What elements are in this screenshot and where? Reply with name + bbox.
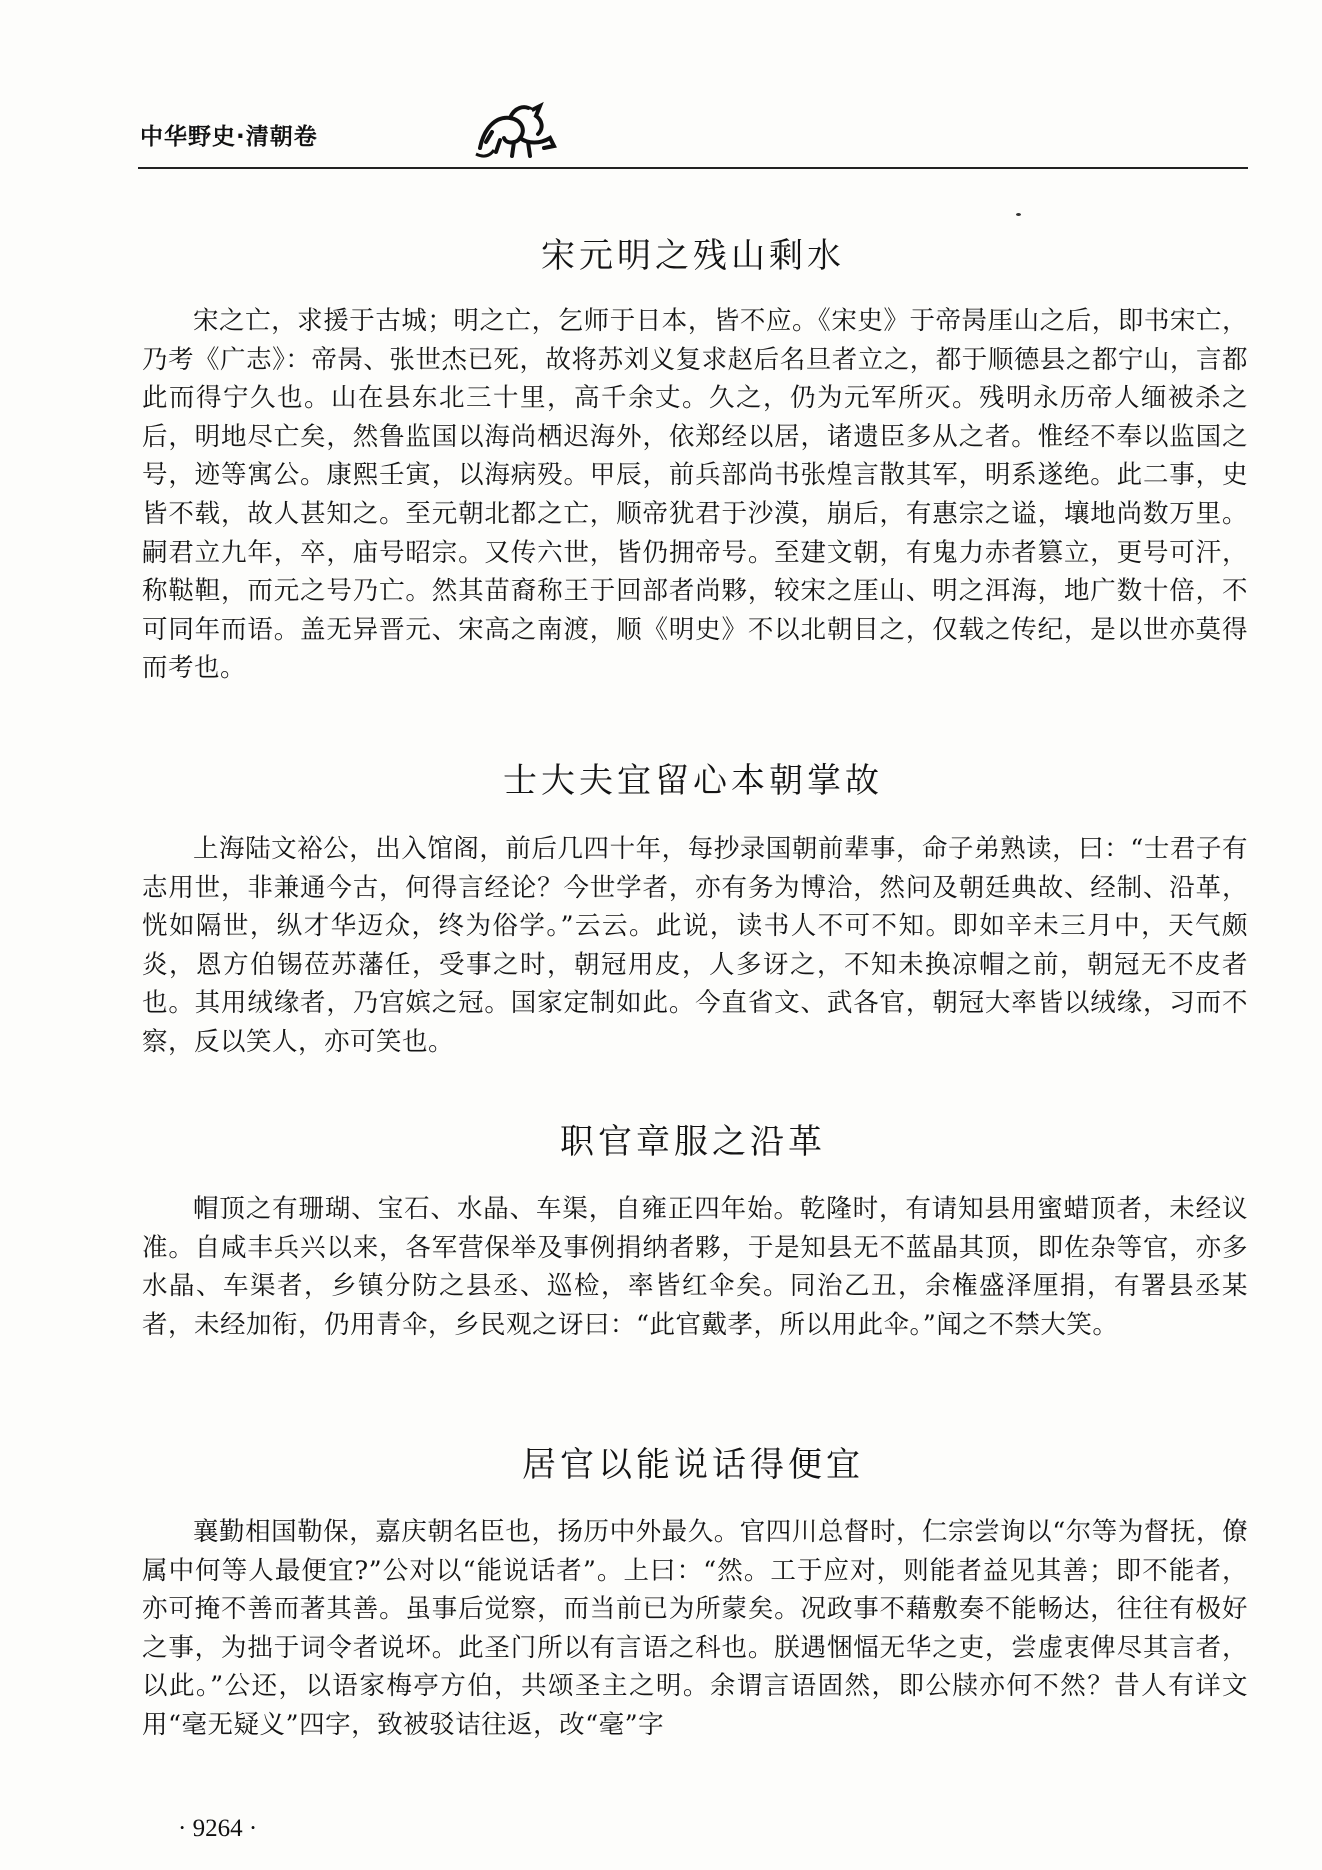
dragon-emblem-icon [470,98,560,168]
header-rule [138,167,1248,169]
section-title: 职官章服之沿革 [560,1122,826,1162]
print-speck [1016,213,1021,216]
section-body: 襄勤相国勒保，嘉庆朝名臣也，扬历中外最久。官四川总督时，仁宗尝询以“尔等为督抚，僚属中何等人最便宜?”公对以“能说话者”。上曰：“然。工于应对，则能者益见其善；即不能者，亦可掩不善而著其善。虽事后觉察，而当前已为所蒙矣。况政事不藉敷奏不能畅达，往往有极好之事，为拙于词令者说坏。此圣门所以有言语之科也。朕遇悃愊无华之吏，尝虚衷俾尽其言者，以此。”公还，以语家梅亭方伯，共颂圣主之明。余谓言语固然，即公牍亦何不然？昔人有详文用“毫无疑义”四字，致被驳诘往返，改“毫”字 [142,1517,1248,1740]
running-head-title: 中华野史·清朝卷 [140,124,318,150]
section-body: 上海陆文裕公，出入馆阁，前后几四十年，每抄录国朝前辈事，命子弟熟读，曰：“士君子有志用世，非兼通今古，何得言经论？今世学者，亦有务为博洽，然问及朝廷典故、经制、沿革，恍如隔世，纵才华迈众，终为俗学。”云云。此说，读书人不可不知。即如辛未三月中，天气颇炎，恩方伯锡莅苏藩任，受事之时，朝冠用皮，人多讶之，不知未换凉帽之前，朝冠无不皮者也。其用绒缘者，乃宫嫔之冠。国家定制如此。今直省文、武各官，朝冠大率皆以绒缘，习而不察，反以笑人，亦可笑也。 [142,834,1248,1057]
section-title: 居官以能说话得便宜 [522,1445,864,1485]
section-body: 帽顶之有珊瑚、宝石、水晶、车渠，自雍正四年始。乾隆时，有请知县用蜜蜡顶者，未经议准。自咸丰兵兴以来，各军营保举及事例捐纳者夥，于是知县无不蓝晶其顶，即佐杂等官，亦多水晶、车渠者，乡镇分防之县丞、巡检，率皆红伞矣。同治乙丑，余権盛泽厘捐，有署县丞某者，未经加衔，仍用青伞，乡民观之讶曰：“此官戴孝，所以用此伞。”闻之不禁大笑。 [142,1194,1248,1340]
section-body: 宋之亡，求援于古城；明之亡，乞师于日本，皆不应。《宋史》于帝昺厓山之后，即书宋亡，乃考《广志》：帝昺、张世杰已死，故将苏刘义复求赵后名旦者立之，都于顺德县之都宁山，言都此而得宁久也。山在县东北三十里，高千余丈。久之，仍为元军所灭。残明永历帝人缅被杀之后，明地尽亡矣，然鲁监国以海尚栖迟海外，依郑经以居，诸遗臣多从之者。惟经不奉以监国之号，迹等寓公。康熙壬寅，以海病殁。甲辰，前兵部尚书张煌言散其军，明系遂绝。此二事，史皆不载，故人甚知之。至元朝北都之亡，顺帝犹君于沙漠，崩后，有惠宗之谥，壤地尚数万里。嗣君立九年，卒，庙号昭宗。又传六世，皆仍拥帝号。至建文朝，有鬼力赤者篡立，更号可汗，称鞑靼，而元之号乃亡。然其苗裔称王于回部者尚夥，较宋之厓山、明之洱海，地广数十倍，不可同年而语。盖无异晋元、宋高之南渡，顺《明史》不以北朝目之，仅载之传纪，是以世亦莫得而考也。 [142,306,1248,684]
section-title: 士大夫宜留心本朝掌故 [503,761,883,801]
page-number: · 9264 · [178,1815,258,1842]
section-title: 宋元明之残山剩水 [541,236,845,276]
